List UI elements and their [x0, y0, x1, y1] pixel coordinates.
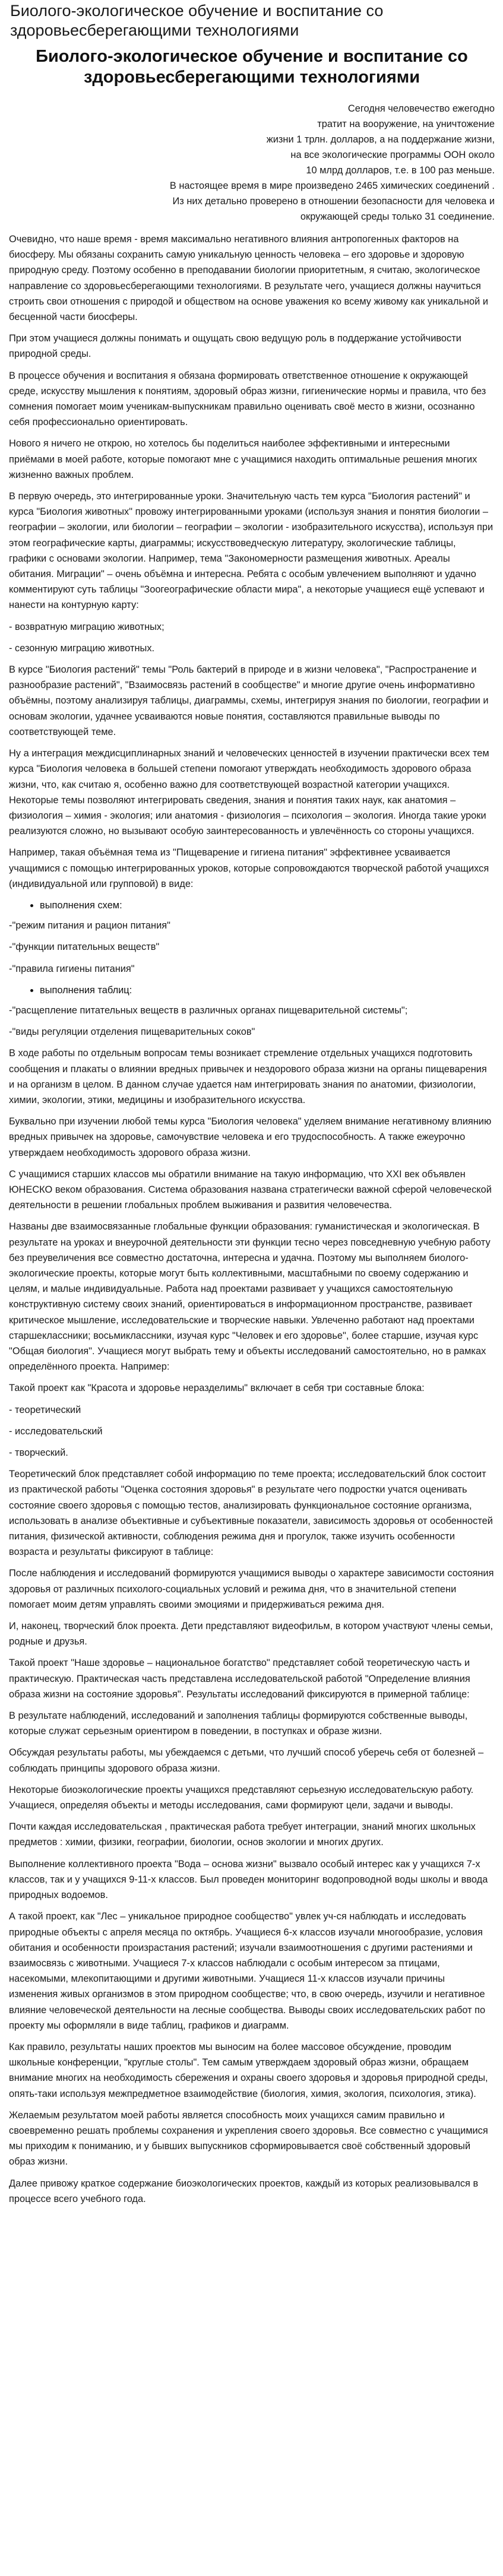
- paragraph: А такой проект, как "Лес – уникальное природное сообщество" увлек уч-ся наблюдать и исследовать природные объекты с апреля месяца по октябрь. Учащиеся 6-х классов изучали многообразие, условия обитания и особенности произрастания растений; изучали взаимоотношения с другими растениями и взаимосвязь с животными. Учащиеся 7-х классов наблюдали с особым интересом за птицами, насекомыми, млекопитающими и другими животными. Учащиеся 11-х классов изучали причины изменения живых организмов в этом природном сообществе; что, в свою очередь, изучили и негативное влияние человеческой деятельности на лесные сообщества. Выводы своих исследовательских работ по проекту мы оформляли в виде таблиц, графиков и диаграмм.: [9, 1911, 486, 2031]
- paragraph: - возвратную миграцию животных;: [9, 621, 164, 632]
- paragraph: И, наконец, творческий блок проекта. Дети представляют видеофильм, в котором участвуют члены семьи, родные и друзья.: [9, 1621, 493, 1647]
- paragraph: Как правило, результаты наших проектов мы выносим на более массовое обсуждение, проводим школьные конференции, "круглые столы". Тем самым утверждаем здоровый образ жизни, обращаем внимание многих на необходимость сбережения и охраны своего здоровья и здоровья природной среды, опять-таки используя межпредметное взаимодействие (биология, химия, экология, психология, этика).: [9, 2041, 488, 2099]
- paragraph: Например, такая объёмная тема из "Пищеварение и гигиена питания" эффективнее усваивается учащимися с помощью интегрированных уроков, которые сопровождаются творческой работой учащихся (индивидуальной или групповой) в виде:: [9, 847, 489, 889]
- paragraph: Почти каждая исследовательская , практическая работа требует интеграции, знаний многих школьных предметов : химии, физики, географии, биологии, основ экологии и многих других.: [9, 1821, 476, 1848]
- paragraph: Теоретический блок представляет собой информацию по теме проекта; исследовательский блок состоит из практической работы "Оценка состояния здоровья" в результате чего подростки учатся оценивать состояние своего здоровья с помощью тестов, анализировать функциональное состояние организма, использовать в анализе объективные и субъективные показатели, зависимость здоровья от особенностей питания, физической активности, соблюдения режима дня и прогулок, также изучить особенности возраста и результаты фиксируют в таблице:: [9, 1469, 493, 1558]
- epigraph-line: окружающей среды только 31 соединение.: [300, 211, 495, 222]
- document-heading: Биолого-экологическое обучение и воспитание со здоровьесберегающими технологиями: [10, 2, 384, 39]
- list-item: • выполнения схем:: [40, 898, 495, 913]
- paragraph: В процессе обучения и воспитания я обязана формировать ответственное отношение к окружающей среде, искусству мышления к понятиям, здоровый образ жизни, гигиенические нормы и правила, что без сомнения помогает моим ученикам-выпускникам правильно оценивать своё место в жизни, осознанно себя профессионально ориентировать.: [9, 370, 486, 428]
- paragraph: Такой проект как "Красота и здоровье неразделимы" включает в себя три составные блока:: [9, 1383, 425, 1394]
- paragraph: После наблюдения и исследований формируются учащимися выводы о характере зависимости состояния здоровья от различных психолого-социальных условий и режима дня, что в значительной степени помогает моим детям управлять своими эмоциями и придерживаться режима дня.: [9, 1568, 494, 1610]
- paragraph: Желаемым результатом моей работы является способность моих учащихся самим правильно и своевременно решать проблемы сохранения и укрепления своего здоровья. Все совместно с учащимися мы приходим к пониманию, и у бывших выпускников сформировывается своё собственный здоровый образ жизни.: [9, 2109, 488, 2168]
- paragraph: Выполнение коллективного проекта "Вода – основа жизни" вызвало особый интерес как у учащихся 7-х классов, так и у учащихся 9-11-х классов. Был проведен мониторинг водопроводной воды школы и ввода природных водоемов.: [9, 1858, 488, 1901]
- paragraph: - теоретический: [9, 1404, 81, 1415]
- bullet-list: [9, 898, 495, 913]
- bullet-list: [9, 983, 495, 998]
- paragraph: -"расщепление питательных веществ в различных органах пищеварительной системы";: [9, 1005, 408, 1016]
- list-item: • выполнения таблиц:: [40, 983, 495, 998]
- epigraph-line: тратит на вооружение, на уничтожение: [317, 119, 495, 129]
- paragraph: - творческий.: [9, 1447, 68, 1459]
- paragraph: Названы две взаимосвязанные глобальные функции образования: гуманистическая и экологическая. В результате на уроках и внеурочной деятельности эти функции тесно через повседневную учебную работу без преувеличения все совместно достаточна, интересна и удачна. Поэтому мы выполняем биолого-экологические проекты, которые могут быть коллективными, масштабными по своему содержанию и целям, и малые индивидуальные. Работа над проектами развивает у учащихся самостоятельную конструктивную систему своих знаний, ориентироваться в информационном пространстве, развивает критическое мышление, исследовательские и творческие навыки. Увлеченно работают над проектами старшеклассники; восьмиклассники, изучая курс "Человек и его здоровье", более старшие, изучая курс "Общая биология". Учащиеся могут выбрать тему и объекты исследований самостоятельно, но в рамках определённого проекта. Например:: [9, 1221, 491, 1373]
- paragraph: Очевидно, что наше время - время максимально негативного влияния антропогенных факторов на биосферу. Мы обязаны сохранить самую уникальную ценность человека – его здоровье и здоровую природную среду. Поэтому особенно в преподавании биологии приоритетным, я считаю, экологическое направление со здоровьесберегающими технологиями. В результате чего, учащиеся должны научиться строить свои отношения с природой и обществом на основе уважения ко всему живому как уникальной и бесценной части биосферы.: [9, 234, 489, 323]
- page-title: Биолого-экологическое обучение и воспитание со здоровьесберегающими технологиями: [36, 47, 468, 87]
- paragraph: С учащимися старших классов мы обратили внимание на такую информацию, что XXI век объявлен ЮНЕСКО веком образования. Система образования названа стратегически важной сферой человеческой деятельности в решении глобальных проблем выживания и развития человечества.: [9, 1168, 492, 1211]
- paragraph: Ну а интеграция междисциплинарных знаний и человеческих ценностей в изучении практически всех тем курса "Биология человека в большей степени помогают утверждать необходимость здорового образа жизни, что, как считаю я, особенно важно для соответствующей возрастной категории учащихся. Некоторые темы позволяют интегрировать сведения, знания и понятия таких наук, как анатомия – физиология – химия - экология; или анатомия - физиология – психология – экология. Иногда такие уроки реализуются сложно, но вызывают особую заинтересованность и увлечённость со стороны учащихся.: [9, 748, 489, 837]
- paragraph: В результате наблюдений, исследований и заполнения таблицы формируются собственные выводы, которые служат серьезным ориентиром в поведении, в поступках и образе жизни.: [9, 1710, 468, 1737]
- paragraph: Такой проект "Наше здоровье – национальное богатство" представляет собой теоретическую часть и практическую. Практическая часть представлена исследовательской работой "Определение влияния образа жизни на состояние здоровья". Результаты исследований фиксируются в примерной таблице:: [9, 1658, 470, 1700]
- epigraph-line: В настоящее время в мире произведено 2465 химических соединений .: [169, 180, 495, 191]
- paragraph: -"функции питательных веществ": [9, 942, 160, 953]
- paragraph: Нового я ничего не открою, но хотелось бы поделиться наиболее эффективными и интересными приёмами в моей работе, которые помогают мне с учащимися находить оптимальные решения многих жизненно важных проблем.: [9, 438, 477, 480]
- paragraph: В курсе "Биология растений" темы "Роль бактерий в природе и в жизни человека", "Распространение и разнообразие растений", "Взаимосвязь растений в сообществе" и многие другие очень информативно объёмны, поэтому анализируя таблицы, диаграммы, схемы, интегрируя знания по биологии, географии и основам экологии, удачнее усваиваются новые понятия, составляются правильные выводы по соответствующей теме.: [9, 664, 489, 737]
- document-page: [0, 1, 503, 2207]
- paragraph: Далее привожу краткое содержание биоэкологических проектов, каждый из которых реализовывался в процессе всего учебного года.: [9, 2178, 479, 2204]
- paragraph: Буквально при изучении любой темы курса "Биология человека" уделяем внимание негативному влиянию вредных привычек на здоровье, самочувствие человека и его трудоспособность. А также ежеурочно утверждаем необходимость здорового образа жизни.: [9, 1116, 492, 1158]
- paragraph: -"режим питания и рацион питания": [9, 920, 170, 931]
- paragraph: Некоторые биоэкологические проекты учащихся представляют серьезную исследовательскую работу. Учащиеся, определяя объекты и методы исследования, сами формируют цели, задачи и выводы.: [9, 1784, 474, 1811]
- epigraph-line: Сегодня человечество ежегодно: [347, 103, 495, 114]
- paragraph: -"виды регуляции отделения пищеварительных соков": [9, 1026, 255, 1038]
- paragraph: -"правила гигиены питания": [9, 963, 135, 974]
- epigraph-line: на все экологические программы ООН около: [290, 150, 495, 160]
- paragraph: - сезонную миграцию животных.: [9, 642, 155, 654]
- paragraph: - исследовательский: [9, 1425, 103, 1437]
- epigraph-line: Из них детально проверено в отношении безопасности для человека и: [172, 196, 495, 207]
- epigraph: [9, 101, 495, 224]
- paragraph: При этом учащиеся должны понимать и ощущать свою ведущую роль в поддержание устойчивости природной среды.: [9, 333, 461, 360]
- epigraph-line: 10 млрд долларов, т.е. в 100 раз меньше.: [306, 165, 495, 176]
- paragraph: Обсуждая результаты работы, мы убеждаемся с детьми, что лучший способ уберечь себя от болезней – соблюдать принципы здорового образа жизни.: [9, 1747, 484, 1774]
- paragraph: В ходе работы по отдельным вопросам темы возникает стремление отдельных учащихся подготовить сообщения и плакаты о влиянии вредных привычек и нездорового образа жизни на органы пищеварения и на организм в целом. В данном случае удается нам интегрировать знания по анатомии, физиологии, химии, экологии, этики, медицины и изобразительного искусства.: [9, 1048, 487, 1105]
- paragraph: В первую очередь, это интегрированные уроки. Значительную часть тем курса "Биология растений" и курса "Биология животных" провожу интегрированными уроками (используя знания и понятия биологии – географии – экологии, или биологии – географии – экологии - изобразительного искусства), используя при этом географические карты, диаграммы; искусствоведческую литературу, экологические таблицы, графики с основами экологии. Например, тема "Закономерности размещения животных. Ареалы обитания. Миграции" – очень объёмна и интересна. Ребята с особым увлечением выполняют и удачно комментируют суть таблицы "Зоогеографические области мира", а некоторые учащиеся ещё успевают и нанести на контурную карту:: [9, 491, 493, 611]
- epigraph-line: жизни 1 трлн. долларов, а на поддержание жизни,: [266, 134, 495, 145]
